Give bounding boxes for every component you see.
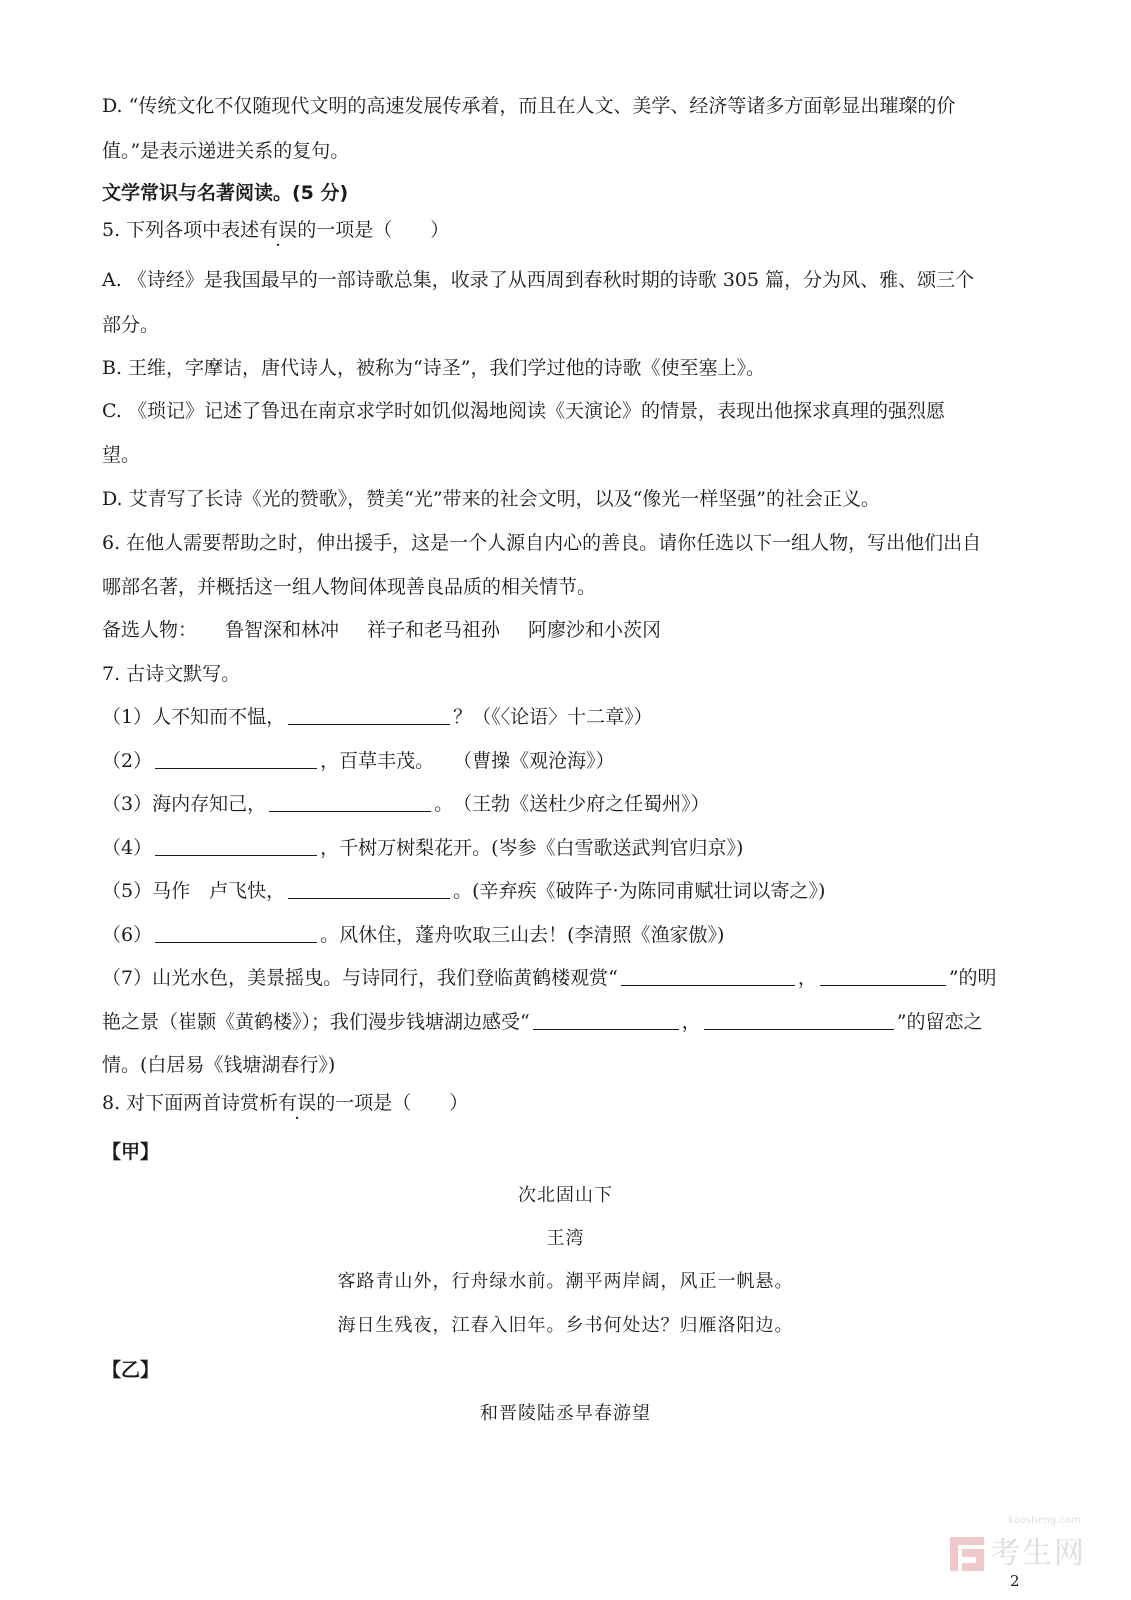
q5-option-b: B. 王维，字摩诘，唐代诗人，被称为“诗圣”，我们学过他的诗歌《使至塞上》。 <box>102 357 765 379</box>
q7-item-7-line1: （7）山光水色，美景摇曳。与诗同行，我们登临黄鹤楼观赏“ ， ”的明 <box>102 967 997 989</box>
q8-stem: 8. 对下面两首诗赏析有误的一项是（ ） <box>102 1092 469 1114</box>
q7-item-1: （1）人不知而不愠， ？（《〈论语〉十二章》） <box>102 706 653 728</box>
poem1-line2: 海日生残夜，江春入旧年。乡书何处达？归雁洛阳边。 <box>337 1315 794 1336</box>
q5-option-c-line1: C. 《琐记》记述了鲁迅在南京求学时如饥似渴地阅读《天演论》的情景，表现出他探求真理的强烈愿 <box>102 400 945 422</box>
watermark-url: kaosheng.com <box>1008 1515 1081 1526</box>
answer-blank[interactable] <box>621 965 795 986</box>
poem-label-yi: 【乙】 <box>102 1359 160 1381</box>
page-number: 2 <box>1010 1572 1020 1590</box>
q7-item-6: （6） 。风休住，蓬舟吹取三山去！(李清照《渔家傲》) <box>102 924 725 946</box>
q6-option-2: 祥子和老马祖孙 <box>367 619 501 641</box>
answer-blank[interactable] <box>155 922 317 943</box>
poem2-title: 和晋陵陆丞早春游望 <box>480 1403 651 1424</box>
section-title: 文学常识与名著阅读。(5 分) <box>102 182 349 204</box>
q6-option-1: 鲁智深和林冲 <box>225 619 340 641</box>
poem-label-jia: 【甲】 <box>102 1141 160 1163</box>
answer-blank[interactable] <box>820 965 946 986</box>
q5-option-a-line1: A. 《诗经》是我国最早的一部诗歌总集，收录了从西周到春秋时期的诗歌 305 篇，分为风、雅、颂三个 <box>102 269 975 291</box>
q5-option-c-line2: 望。 <box>102 444 141 466</box>
q5-emphasis: 有误 <box>259 219 298 241</box>
q5-stem: 5. 下列各项中表述有误的一项是（ ） <box>102 219 450 241</box>
answer-blank[interactable] <box>155 835 317 856</box>
answer-blank[interactable] <box>704 1009 894 1030</box>
answer-blank[interactable] <box>533 1009 679 1030</box>
q6-option-3: 阿廖沙和小茨冈 <box>528 619 662 641</box>
q7-stem: 7. 古诗文默写。 <box>102 663 241 685</box>
q6-options: 备选人物： 鲁智深和林冲 祥子和老马祖孙 阿廖沙和小茨冈 <box>102 619 662 641</box>
q7-item-4: （4） ，千树万树梨花开。(岑参《白雪歌送武判官归京》) <box>102 837 744 859</box>
q7-item-7-line2: 艳之景（崔颢《黄鹤楼》）；我们漫步钱塘湖边感受“ ， ”的留恋之 <box>102 1011 983 1033</box>
answer-blank[interactable] <box>155 748 317 769</box>
q6-stem-line1: 6. 在他人需要帮助之时，伸出援手，这是一个人源自内心的善良。请你任选以下一组人物，写出他们出自 <box>102 532 982 554</box>
q8-emphasis: 有误 <box>278 1092 317 1114</box>
answer-blank[interactable] <box>269 791 431 812</box>
poem1-title: 次北固山下 <box>518 1185 613 1206</box>
watermark-text: 考生网 <box>990 1536 1086 1571</box>
q7-item-5: （5）马作 卢飞快， 。(辛弃疾《破阵子·为陈同甫赋壮词以寄之》) <box>102 880 826 902</box>
q6-stem-line2: 哪部名著，并概括这一组人物间体现善良品质的相关情节。 <box>102 576 597 598</box>
poem1-line1: 客路青山外，行舟绿水前。潮平两岸阔，风正一帆悬。 <box>337 1271 794 1292</box>
answer-blank[interactable] <box>288 704 450 725</box>
prev-option-d-line1: D. “传统文化不仅随现代文明的高速发展传承着，而且在人文、美学、经济等诸多方面彰显出璀璨的价 <box>102 95 956 117</box>
q7-item-7-line3: 情。(白居易《钱塘湖春行》) <box>102 1054 336 1076</box>
watermark-logo-icon <box>950 1537 984 1571</box>
poem1-author: 王湾 <box>546 1228 585 1249</box>
q5-option-a-line2: 部分。 <box>102 314 160 336</box>
watermark <box>950 1537 1086 1571</box>
answer-blank[interactable] <box>288 878 450 899</box>
prev-option-d-line2: 值。”是表示递进关系的复句。 <box>102 140 350 162</box>
q5-option-d: D. 艾青写了长诗《光的赞歌》，赞美“光”带来的社会文明，以及“像光一样坚强”的社会正义。 <box>102 488 880 510</box>
q7-item-3: （3）海内存知己， 。 （王勃《送杜少府之任蜀州》） <box>102 793 710 815</box>
q7-item-2: （2） ，百草丰茂。 （曹操《观沧海》） <box>102 750 615 772</box>
